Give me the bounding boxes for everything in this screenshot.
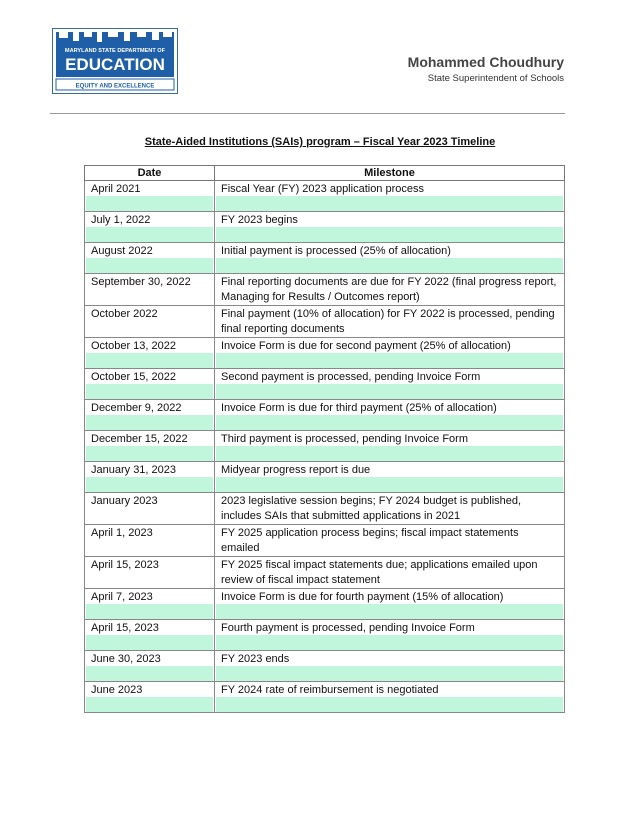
row-date: April 15, 2023 — [91, 559, 159, 571]
row-milestone: Third payment is processed, pending Invoice Form — [221, 433, 469, 445]
row-date: December 9, 2022 — [91, 402, 182, 414]
row-date: April 15, 2023 — [91, 622, 159, 634]
table-row — [85, 181, 565, 212]
header-divider — [50, 113, 565, 114]
row-date: October 15, 2022 — [91, 371, 177, 383]
document-title: State-Aided Institutions (SAIs) program – Fiscal Year 2023 Timeline — [144, 136, 496, 148]
row-milestone: Invoice Form is due for fourth payment (15% of allocation) — [221, 591, 504, 603]
row-milestone: Invoice Form is due for second payment (25% of allocation) — [221, 340, 511, 352]
table-row — [85, 369, 565, 400]
row-date: December 15, 2022 — [91, 433, 188, 445]
table-row — [85, 338, 565, 369]
row-milestone: Midyear progress report is due — [221, 464, 371, 476]
row-date: September 30, 2022 — [91, 276, 191, 288]
row-date: April 1, 2023 — [91, 527, 153, 539]
row-milestone: Final payment (10% of allocation) for FY 2022 is processed, pending final reporting documents — [221, 308, 555, 335]
superintendent-block — [408, 54, 564, 84]
table-row — [85, 274, 565, 306]
row-milestone: Fourth payment is processed, pending Invoice Form — [221, 622, 475, 634]
row-milestone: FY 2023 begins — [221, 214, 298, 226]
row-milestone: FY 2025 fiscal impact statements due; applications emailed upon review of fiscal impact statement — [221, 559, 538, 586]
table-header-row — [85, 166, 565, 181]
date-column-header: Date — [85, 166, 215, 181]
row-milestone: Final reporting documents are due for FY 2022 (final progress report, Managing for Results / Outcomes report) — [221, 276, 557, 303]
table-row — [85, 212, 565, 243]
row-date: April 7, 2023 — [91, 591, 153, 603]
row-date: April 2021 — [91, 183, 141, 195]
row-milestone: Initial payment is processed (25% of allocation) — [221, 245, 451, 257]
msde-logo — [52, 28, 178, 94]
table-row — [85, 306, 565, 338]
table-row — [85, 557, 565, 589]
table-row — [85, 493, 565, 525]
table-row — [85, 682, 565, 713]
row-date: June 30, 2023 — [91, 653, 161, 665]
table-row — [85, 462, 565, 493]
table-row — [85, 651, 565, 682]
row-date: January 2023 — [91, 495, 158, 507]
row-date: October 2022 — [91, 308, 158, 320]
table-row — [85, 243, 565, 274]
timeline-table — [84, 165, 565, 713]
row-milestone: FY 2025 application process begins; fiscal impact statements emailed — [221, 527, 519, 554]
logo-line2: EDUCATION — [65, 55, 165, 74]
table-row — [85, 525, 565, 557]
row-milestone: Invoice Form is due for third payment (25% of allocation) — [221, 402, 497, 414]
row-milestone: FY 2023 ends — [221, 653, 290, 665]
row-date: August 2022 — [91, 245, 153, 257]
table-row — [85, 620, 565, 651]
row-milestone: Second payment is processed, pending Invoice Form — [221, 371, 481, 383]
row-milestone: Fiscal Year (FY) 2023 application process — [221, 183, 424, 195]
row-milestone: 2023 legislative session begins; FY 2024 budget is published, includes SAIs that submitted applications in 2021 — [221, 495, 522, 522]
milestone-column-header: Milestone — [215, 166, 565, 181]
superintendent-title: State Superintendent of Schools — [427, 73, 564, 84]
row-date: June 2023 — [91, 684, 143, 696]
row-date: January 31, 2023 — [91, 464, 177, 476]
table-row — [85, 400, 565, 431]
logo-line1: MARYLAND STATE DEPARTMENT OF — [64, 48, 166, 54]
row-milestone: FY 2024 rate of reimbursement is negotiated — [221, 684, 439, 696]
row-date: October 13, 2022 — [91, 340, 177, 352]
row-date: July 1, 2022 — [91, 214, 151, 226]
superintendent-name: Mohammed Choudhury — [407, 54, 564, 70]
table-row — [85, 589, 565, 620]
table-row — [85, 431, 565, 462]
logo-line3: EQUITY AND EXCELLENCE — [75, 83, 155, 90]
